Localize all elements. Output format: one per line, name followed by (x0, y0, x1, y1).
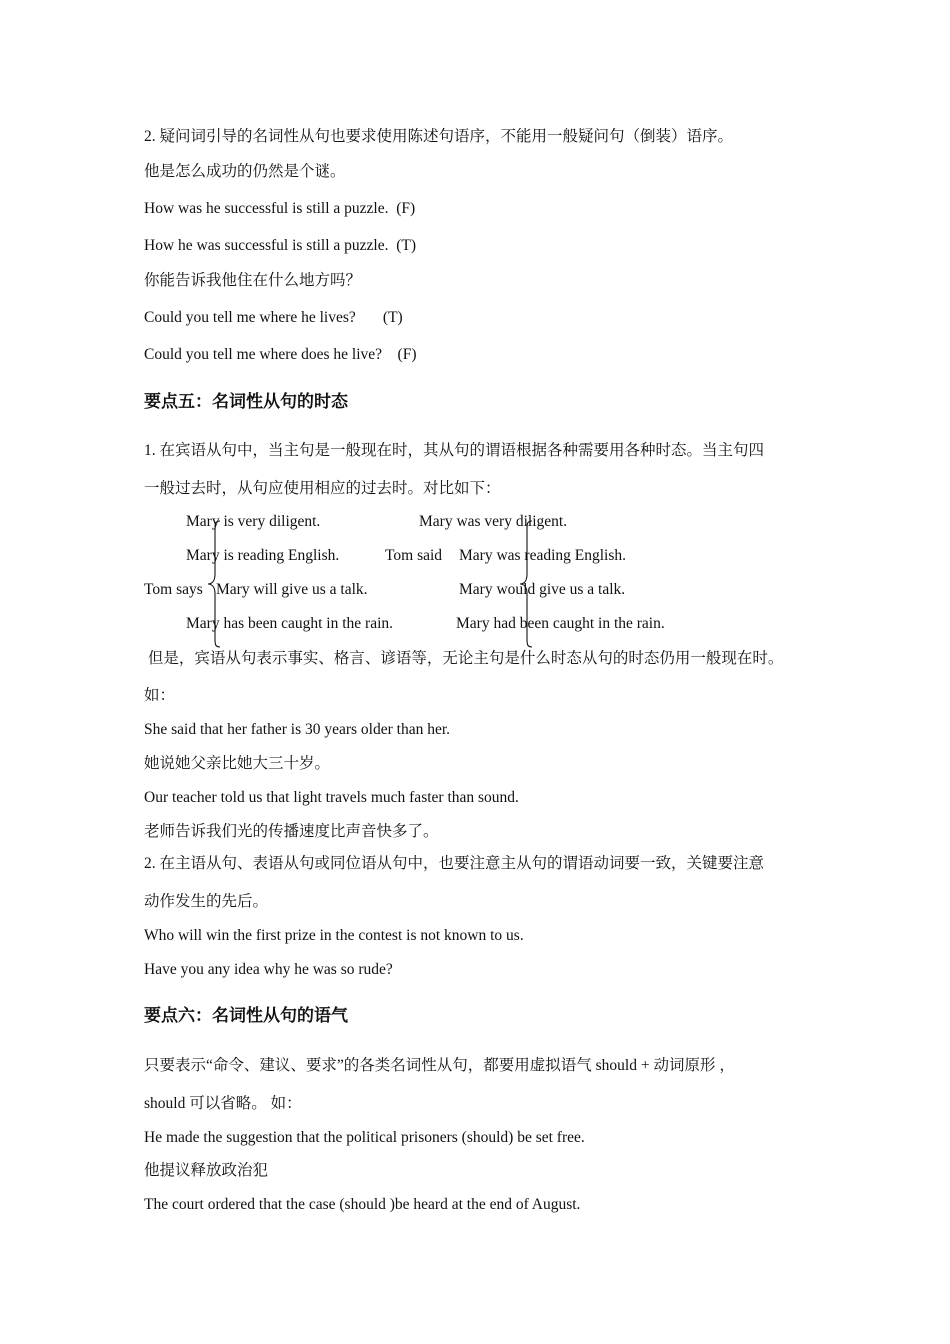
left-clause-4: Mary has been caught in the rain. (186, 615, 394, 632)
section6-p1-line1: 只要表示“命令、建议、要求”的各类名词性从句，都要用虚拟语气 should + 动词原形 ， (144, 1057, 735, 1074)
section5-p1-line2: 一般过去时，从句应使用相应的过去时。对比如下： (144, 480, 501, 497)
section5-example-1-cn: 她说她父亲比她大三十岁。 (144, 755, 331, 772)
section5-example-2-en: Our teacher told us that light travels much faster than sound. (144, 789, 519, 806)
rule2-intro: 2. 疑问词引导的名词性从句也要求使用陈述句语序，不能用一般疑问句（倒装）语序。 (144, 128, 734, 145)
section5-p1-line1: 1. 在宾语从句中，当主句是一般现在时，其从句的谓语根据各种需要用各种时态。当主句四 (144, 442, 765, 459)
section6-heading: 要点六：名词性从句的语气 (144, 1006, 348, 1026)
rule2-en-right-1: How he was successful is still a puzzle. (T) (144, 237, 417, 254)
right-clause-1: Mary was very diligent. (419, 513, 568, 530)
rule2-en-wrong-1: How was he successful is still a puzzle. (F) (144, 200, 416, 217)
section5-example-4-en: Have you any idea why he was so rude? (144, 961, 393, 978)
section6-example-1-cn: 他提议释放政治犯 (144, 1162, 269, 1179)
right-clause-2: Mary was reading English. (459, 547, 627, 564)
left-clause-3: Mary will give us a talk. (216, 581, 368, 598)
section6-p1-line2: should 可以省略。 如： (144, 1095, 302, 1112)
section6-example-1-en: He made the suggestion that the political prisoners (should) be set free. (144, 1129, 585, 1146)
section5-heading: 要点五：名词性从句的时态 (144, 392, 348, 412)
rule2-cn-example-1: 他是怎么成功的仍然是个谜。 (144, 163, 346, 180)
right-main-clause: Tom said (385, 547, 443, 564)
left-main-clause: Tom says (144, 581, 203, 598)
right-brace-icon (518, 520, 536, 648)
left-brace-icon (206, 520, 224, 648)
section6-example-2-en: The court ordered that the case (should )be heard at the end of August. (144, 1196, 581, 1213)
left-clause-1: Mary is very diligent. (186, 513, 321, 530)
section5-p2-line2: 如： (144, 687, 176, 704)
rule2-en-right-2: Could you tell me where he lives? (T) (144, 309, 403, 326)
section5-example-3-en: Who will win the first prize in the contest is not known to us. (144, 927, 524, 944)
section5-example-2-cn: 老师告诉我们光的传播速度比声音快多了。 (144, 823, 439, 840)
section5-example-1-en: She said that her father is 30 years older than her. (144, 721, 451, 738)
rule2-en-wrong-2: Could you tell me where does he live? (F) (144, 346, 417, 363)
right-clause-3: Mary would give us a talk. (459, 581, 626, 598)
left-clause-2: Mary is reading English. (186, 547, 340, 564)
section5-p2-line1: 但是，宾语从句表示事实、格言、谚语等，无论主句是什么时态从句的时态仍用一般现在时。 (144, 650, 784, 667)
section5-p3-line1: 2. 在主语从句、表语从句或同位语从句中，也要注意主从句的谓语动词要一致，关键要注意 (144, 855, 765, 872)
right-clause-4: Mary had been caught in the rain. (456, 615, 665, 632)
rule2-cn-example-2: 你能告诉我他住在什么地方吗？ (144, 272, 362, 289)
section5-p3-line2: 动作发生的先后。 (144, 893, 269, 910)
